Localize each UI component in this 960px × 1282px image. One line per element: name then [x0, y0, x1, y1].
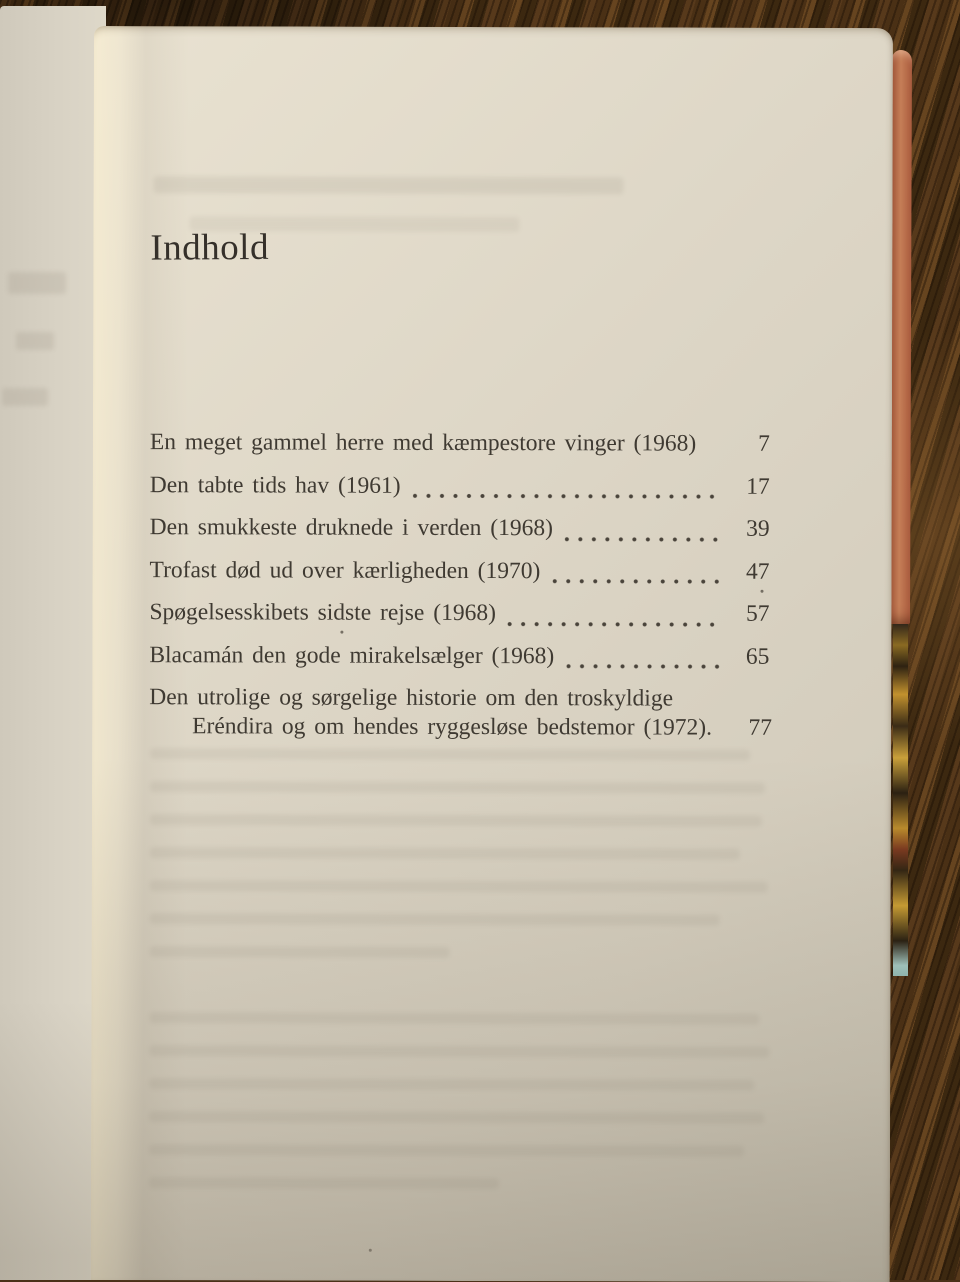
ghost-text-line	[150, 880, 768, 893]
ghost-text-bleedthrough	[16, 332, 54, 350]
toc-entry-page: 65	[731, 635, 769, 678]
toc-entry-title: En meget gammel herre med kæmpestore vinger (1968)	[150, 421, 696, 465]
toc-entry-page: 47	[732, 550, 770, 593]
ghost-text-bleedthrough	[2, 388, 48, 406]
ghost-text-line	[149, 1045, 769, 1058]
toc-entry-title: Blacamán den gode mirakelsælger (1968)	[149, 634, 554, 678]
toc-entry	[150, 421, 770, 465]
ghost-text-line	[150, 748, 750, 761]
toc-entry	[150, 464, 770, 508]
ghost-text-bleedthrough	[8, 272, 66, 294]
toc-entry-page: 57	[731, 593, 769, 636]
paper-speck	[340, 631, 343, 634]
toc-entry-line2	[149, 712, 769, 744]
dot-leader	[708, 435, 722, 457]
right-page	[91, 26, 893, 1282]
toc-entry-title: Trofast død ud over kærligheden (1970)	[150, 549, 541, 593]
toc-entry	[149, 683, 769, 743]
toc-entry	[149, 634, 769, 678]
toc-entry-title: Den utrolige og sørgelige historie om den troskyldige	[149, 683, 769, 713]
toc-entry-title: Eréndira og om hendes ryggesløse bedstemor (1972).	[192, 712, 712, 742]
ghost-text-line	[149, 1177, 499, 1189]
ghost-text-line	[149, 1144, 744, 1157]
ghost-text-bleedthrough	[154, 176, 624, 194]
toc-entry	[150, 549, 770, 593]
toc-heading: Indhold	[150, 226, 269, 270]
toc-entry-page: 39	[732, 508, 770, 551]
dot-leader	[413, 477, 722, 500]
ghost-text-line	[149, 1078, 754, 1091]
toc-entry-page: 77	[734, 713, 772, 742]
paper-speck	[369, 1249, 372, 1252]
ghost-text-line	[149, 1012, 759, 1025]
toc-entry	[150, 506, 770, 550]
dot-leader	[566, 647, 721, 669]
ghost-text-line	[150, 781, 765, 794]
ghost-text-line	[150, 946, 450, 958]
book-cover-edge	[890, 50, 912, 624]
dot-leader	[508, 605, 722, 628]
toc-entry-page: 17	[732, 465, 770, 508]
toc-entry	[149, 591, 769, 635]
dot-leader	[565, 520, 722, 542]
toc-entry-title: Den smukkeste druknede i verden (1968)	[150, 506, 553, 550]
ghost-text-line	[149, 1111, 764, 1124]
toc-entry-title: Spøgelsesskibets sidste rejse (1968)	[149, 591, 496, 634]
ghost-text-line	[150, 814, 762, 827]
dot-leader	[552, 562, 721, 584]
ghost-text-line	[150, 913, 720, 925]
paper-speck	[761, 590, 764, 593]
left-page	[0, 6, 106, 1280]
toc-entry-page: 7	[732, 423, 770, 466]
toc-list	[149, 421, 770, 743]
toc-entry-title: Den tabte tids hav (1961)	[150, 464, 401, 507]
ghost-text-line	[150, 847, 740, 860]
book-cover-art-edge	[893, 624, 908, 976]
